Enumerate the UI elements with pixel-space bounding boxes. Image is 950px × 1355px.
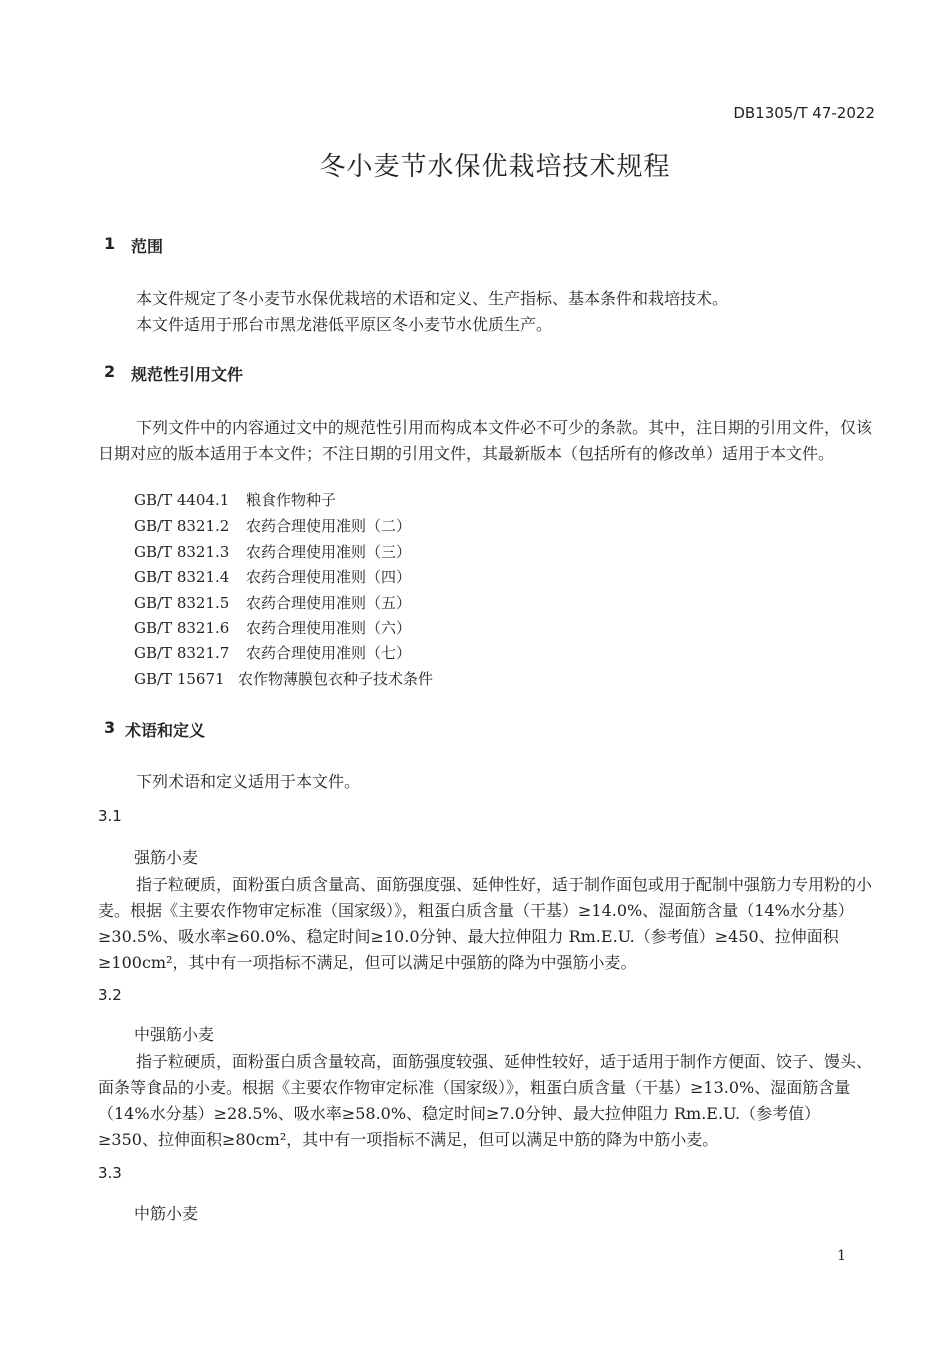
reference-number: GB/T 8321.2 — [134, 517, 230, 535]
references-intro: 下列文件中的内容通过文中的规范性引用而构成本文件必不可少的条款。其中，注日期的引用文件，仅该日期对应的版本适用于本文件；不注日期的引用文件，其最新版本（包括所有的修改单）适用于本文件。 — [98, 418, 873, 463]
reference-number: GB/T 8321.7 — [134, 644, 230, 662]
reference-item — [134, 541, 411, 562]
reference-number: GB/T 15671 — [134, 670, 225, 688]
reference-number: GB/T 8321.6 — [134, 619, 230, 637]
scope-line-1: 本文件规定了冬小麦节水保优栽培的术语和定义、生产指标、基本条件和栽培技术。 — [136, 289, 729, 308]
reference-title: 农药合理使用准则（七） — [246, 644, 412, 662]
reference-number: GB/T 8321.5 — [134, 594, 230, 612]
term-3-2-number: 3.2 — [98, 986, 122, 1004]
reference-title: 农药合理使用准则（四） — [246, 568, 412, 586]
term-3-3-number: 3.3 — [98, 1164, 122, 1182]
reference-item — [134, 617, 411, 638]
reference-title: 农药合理使用准则（三） — [246, 543, 412, 561]
document-code: DB1305/T 47-2022 — [733, 104, 875, 122]
reference-number: GB/T 8321.3 — [134, 543, 230, 561]
page-title: 冬小麦节水保优栽培技术规程 — [319, 152, 671, 182]
reference-item — [134, 668, 433, 689]
term-3-3-name: 中筋小麦 — [134, 1204, 199, 1223]
page-number: 1 — [837, 1248, 846, 1264]
term-3-2-definition: 指子粒硬质，面粉蛋白质含量较高，面筋强度较强、延伸性较好，适于适用于制作方便面、饺子、馒头、面条等食品的小麦。根据《主要农作物审定标准（国家级）》，粗蛋白质含量（干基）≥13.0%、湿面筋含量（14%水分基）≥28.5%、吸水率≥58.0%、稳定时间≥7.0分钟、最大拉伸阻力 Rm.E.U.（参考值）≥350、拉伸面积≥80cm²，其中有一项指标不满足，但可以满足中筋的降为中筋小麦。 — [98, 1052, 873, 1149]
reference-number: GB/T 4404.1 — [134, 491, 230, 509]
section-3-number: 3 — [104, 718, 116, 737]
section-1-number: 1 — [104, 234, 116, 253]
reference-title: 农药合理使用准则（六） — [246, 619, 412, 637]
section-1-heading: 范围 — [131, 237, 164, 256]
section-2-number: 2 — [104, 362, 116, 381]
reference-item — [134, 515, 411, 536]
reference-item — [134, 566, 411, 587]
reference-item — [134, 489, 336, 510]
section-3-heading: 术语和定义 — [125, 721, 206, 740]
scope-line-2: 本文件适用于邢台市黑龙港低平原区冬小麦节水优质生产。 — [136, 315, 553, 334]
reference-title: 粮食作物种子 — [246, 491, 337, 509]
term-3-1-number: 3.1 — [98, 807, 122, 825]
section-2-heading: 规范性引用文件 — [131, 365, 244, 384]
reference-number: GB/T 8321.4 — [134, 568, 230, 586]
reference-item — [134, 642, 411, 663]
reference-item — [134, 592, 411, 613]
term-3-1-name: 强筋小麦 — [134, 848, 199, 867]
reference-title: 农药合理使用准则（五） — [246, 594, 412, 612]
reference-title: 农作物薄膜包衣种子技术条件 — [238, 670, 434, 688]
terms-intro: 下列术语和定义适用于本文件。 — [136, 772, 361, 791]
reference-title: 农药合理使用准则（二） — [246, 517, 412, 535]
term-3-2-name: 中强筋小麦 — [134, 1025, 215, 1044]
term-3-1-definition: 指子粒硬质，面粉蛋白质含量高、面筋强度强、延伸性好，适于制作面包或用于配制中强筋力专用粉的小麦。根据《主要农作物审定标准（国家级）》，粗蛋白质含量（干基）≥14.0%、湿面筋含量（14%水分基）≥30.5%、吸水率≥60.0%、稳定时间≥10.0分钟、最大拉伸阻力 Rm.E.U.（参考值）≥450、拉伸面积≥100cm²，其中有一项指标不满足，但可以满足中强筋的降为中强筋小麦。 — [98, 875, 873, 972]
